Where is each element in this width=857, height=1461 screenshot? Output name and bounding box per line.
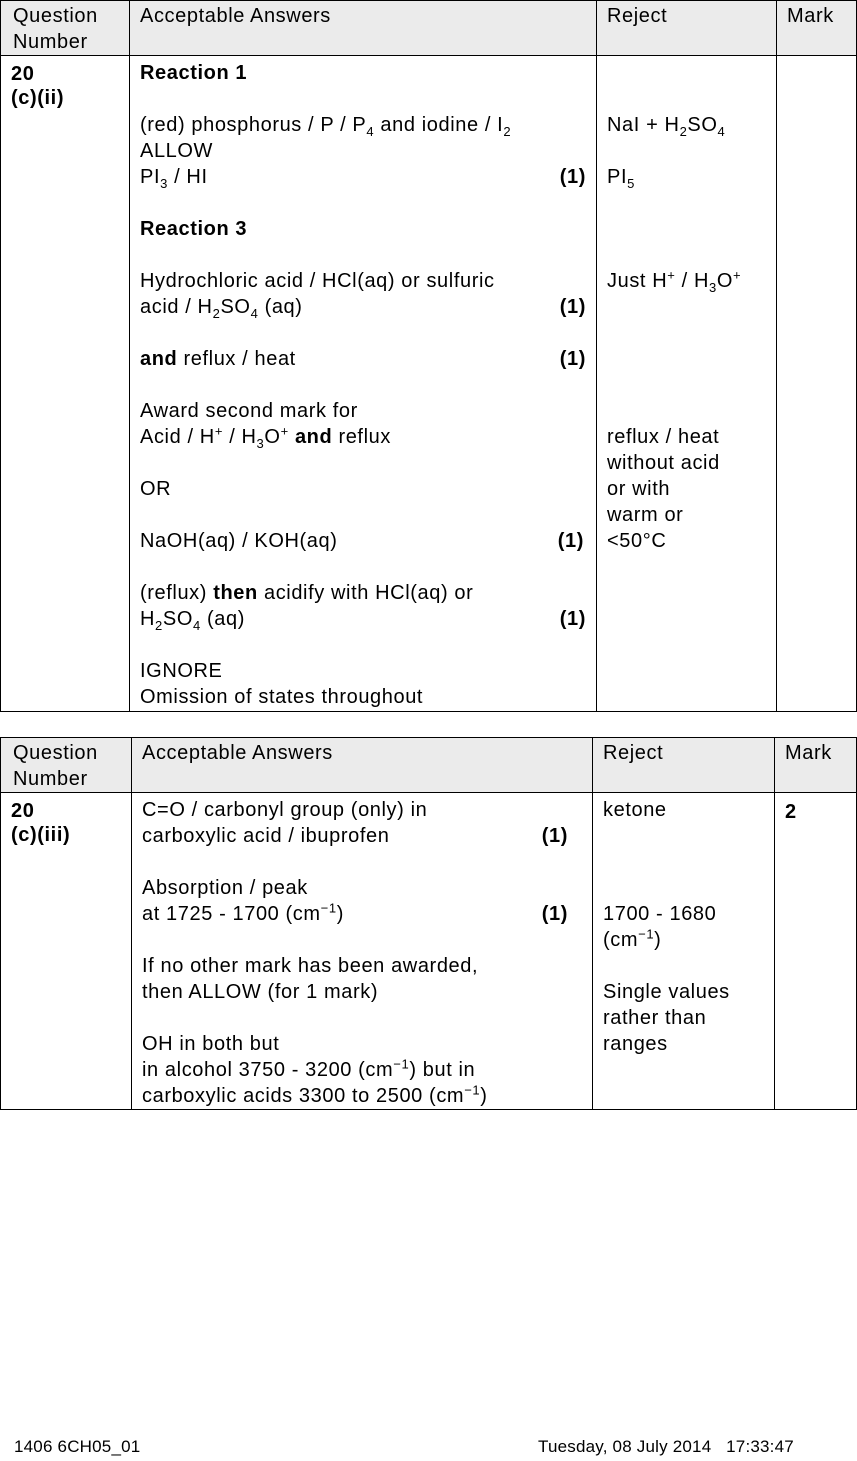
mark-cell <box>777 56 857 712</box>
reject-nai: NaI + $H_2SO_4$ <box>607 114 726 139</box>
mark-2: (1) <box>559 296 586 318</box>
reject-pi5: $PI_5$ <box>607 166 635 191</box>
mark-scheme-table-c-iii <box>0 737 857 1110</box>
answer-line-1: C=O / carbonyl group (only) in <box>142 799 428 821</box>
reaction3-heading: Reaction 3 <box>140 218 248 240</box>
reject-cell <box>593 793 775 1110</box>
reject-single-3: ranges <box>603 1033 668 1055</box>
reaction3-line1: Hydrochloric acid / HCl(aq) or sulfuric <box>140 270 495 292</box>
mark-4: (1) <box>557 530 584 552</box>
mark-5: (1) <box>559 608 586 630</box>
reject-reflux-2: without acid <box>607 452 720 474</box>
omission-note: Omission of states throughout <box>140 686 424 708</box>
allow-label: ALLOW <box>140 140 214 162</box>
header-reject: Reject <box>597 1 777 56</box>
h2so4-line: $H_2SO_4$ (aq) (1) <box>140 608 586 633</box>
header-mark: Mark <box>775 738 857 793</box>
award-line2: Acid / $H^+ / H_3O^+$ and reflux <box>140 423 391 451</box>
header-acceptable-answers: Acceptable Answers <box>130 1 597 56</box>
mark-2: (1) <box>541 903 568 925</box>
reaction1-heading: Reaction 1 <box>140 62 248 84</box>
mark-total: 2 <box>785 801 797 823</box>
or-label: OR <box>140 478 172 500</box>
answer-line-6: then ALLOW (for 1 mark) <box>142 981 379 1003</box>
reject-reflux-5: <50°C <box>607 530 667 552</box>
answer-row <box>1 56 857 712</box>
question-number-cell <box>1 793 132 1110</box>
answer-line-2: carboxylic acid / ibuprofen (1) <box>142 825 568 847</box>
award-line1: Award second mark for <box>140 400 358 422</box>
answer-line-8: in alcohol 3750 - 3200 $(cm^{-1})$ but in <box>142 1056 476 1081</box>
answer-row <box>1 793 857 1110</box>
question-part: (c)(ii) <box>11 87 65 109</box>
header-mark: Mark <box>777 1 857 56</box>
footer-timestamp: Tuesday, 08 July 2014 17:33:47 <box>538 1437 794 1456</box>
acceptable-answers-cell <box>132 793 593 1110</box>
question-number: 20 <box>11 800 35 822</box>
answer-line-5: If no other mark has been awarded, <box>142 955 479 977</box>
reject-single-2: rather than <box>603 1007 707 1029</box>
answer-line-7: OH in both but <box>142 1033 280 1055</box>
question-number: 20 <box>11 63 35 85</box>
header-row <box>1 738 857 793</box>
mark-scheme-table-c-ii <box>0 0 857 712</box>
reject-single-1: Single values <box>603 981 730 1003</box>
reject-reflux-3: or with <box>607 478 671 500</box>
mark-1: (1) <box>541 825 568 847</box>
reject-range-2: $(cm^{-1})$ <box>603 926 662 951</box>
reflux-then-line: (reflux) then acidify with HCl(aq) or <box>140 582 474 604</box>
answer-line-4: at 1725 - 1700 $(cm^{-1})$ (1) <box>142 900 568 925</box>
footer-document-code: 1406 6CH05_01 <box>14 1437 141 1456</box>
answer-line-3: Absorption / peak <box>142 877 308 899</box>
mark-cell <box>775 793 857 1110</box>
reaction3-line2: acid / $H_2SO_4$ (aq) (1) <box>140 296 586 321</box>
answer-line-9: carboxylic acids 3300 to 2500 $(cm^{-1})$ <box>142 1082 488 1107</box>
naoh-line: NaOH(aq) / KOH(aq) (1) <box>140 530 584 552</box>
reject-ketone: ketone <box>603 799 667 821</box>
header-question-number: Question Number <box>1 738 132 793</box>
reject-range-1: 1700 - 1680 <box>603 903 717 925</box>
question-number-cell <box>1 56 130 712</box>
reject-reflux-1: reflux / heat <box>607 426 720 448</box>
reject-just-h: Just $H^+ / H_3O^+$ <box>607 267 742 295</box>
header-acceptable-answers: Acceptable Answers <box>132 738 593 793</box>
reject-cell <box>597 56 777 712</box>
question-part: (c)(iii) <box>11 824 71 846</box>
reaction1-reagents: (red) phosphorus / P / $P_4$ and iodine / $I_2$ <box>140 114 512 139</box>
mark-3: (1) <box>559 348 586 370</box>
ignore-label: IGNORE <box>140 660 223 682</box>
pi3-answer: $PI_3$ / HI (1) <box>140 166 586 191</box>
acceptable-answers-cell <box>130 56 597 712</box>
reflux-line: and reflux / heat (1) <box>140 348 586 370</box>
header-question-number: Question Number <box>1 1 130 56</box>
mark-1: (1) <box>559 166 586 188</box>
header-row <box>1 1 857 56</box>
reject-reflux-4: warm or <box>607 504 684 526</box>
header-reject: Reject <box>593 738 775 793</box>
